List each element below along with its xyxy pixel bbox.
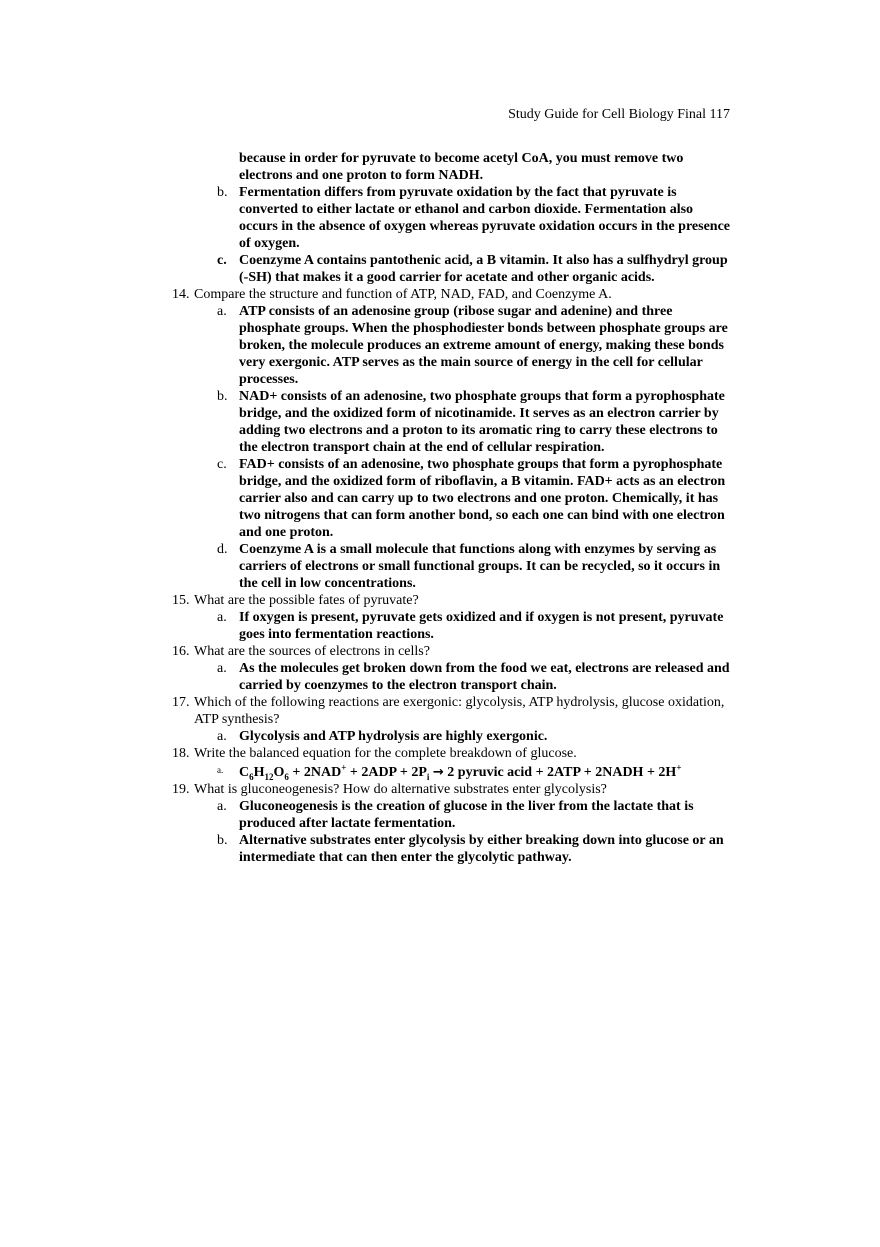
question-text: Which of the following reactions are exergonic: glycolysis, ATP hydrolysis, glucose oxidation, ATP synthesis? xyxy=(194,695,725,727)
answer-letter: c. xyxy=(217,457,227,472)
answer-text: NAD+ consists of an adenosine, two phosphate groups that form a pyrophosphate bridge, and the oxidized form of nicotinamide. It serves as an electron carrier by adding two electrons and a proton to its aromatic ring to carry these electrons to the electron transport chain at the end of cellular respiration. xyxy=(239,389,725,455)
question-number: 15. xyxy=(172,593,190,608)
answer-continuation: because in order for pyruvate to become acetyl CoA, you must remove two electrons and one proton to form NADH. xyxy=(239,151,684,183)
answer-letter: b. xyxy=(217,185,228,200)
question-number: 14. xyxy=(172,287,190,302)
answer-letter: c. xyxy=(217,253,227,268)
page-header: Study Guide for Cell Biology Final 117 xyxy=(508,107,730,122)
glucose-breakdown-equation: $C_6H_{12}O_6 + 2NAD^+ + 2ADP + 2P_i \to 2$ pyruvic acid + 2ATP + 2NADH + 2H+ xyxy=(239,762,682,782)
question-number: 19. xyxy=(172,782,190,797)
answer-text: ATP consists of an adenosine group (ribose sugar and adenine) and three phosphate groups. When the phosphodiester bonds between phosphate groups are broken, the molecule produces an extreme amount of energy, making these bonds very exergonic. ATP serves as the main source of energy in the cell for cellular processes. xyxy=(239,304,728,387)
answer-letter: d. xyxy=(217,542,228,557)
answer-item xyxy=(172,303,732,388)
answer-letter: b. xyxy=(217,389,228,404)
answer-item xyxy=(172,728,732,745)
answer-text: Coenzyme A contains pantothenic acid, a B vitamin. It also has a sulfhydryl group (-SH) that makes it a good carrier for acetate and other organic acids. xyxy=(239,253,728,285)
answer-text: FAD+ consists of an adenosine, two phosphate groups that form a pyrophosphate bridge, and the oxidized form of riboflavin, a B vitamin. FAD+ acts as an electron carrier also and can carry up to two electrons and one proton. Chemically, it has two nitrogens that can form another bond, so each one can bind with one electron and one proton. xyxy=(239,457,726,540)
question-text: What are the possible fates of pyruvate? xyxy=(194,593,419,608)
answer-item xyxy=(172,541,732,592)
answer-letter: b. xyxy=(217,833,228,848)
question-text: What is gluconeogenesis? How do alternative substrates enter glycolysis? xyxy=(194,782,607,797)
question-16 xyxy=(172,643,732,660)
question-18 xyxy=(172,745,732,762)
answer-text: Coenzyme A is a small molecule that functions along with enzymes by serving as carriers of electrons or small functional groups. It can be recycled, so it occurs in the cell in low concentrations. xyxy=(239,542,721,591)
answer-item xyxy=(172,252,732,286)
answer-text: Gluconeogenesis is the creation of glucose in the liver from the lactate that is produced after lactate fermentation. xyxy=(239,799,694,831)
answer-item xyxy=(172,832,732,866)
equation-item xyxy=(172,764,732,781)
question-15 xyxy=(172,592,732,609)
question-text: Write the balanced equation for the complete breakdown of glucose. xyxy=(194,746,577,761)
answer-text: As the molecules get broken down from the food we eat, electrons are released and carried by coenzymes to the electron transport chain. xyxy=(239,661,730,693)
answer-item xyxy=(172,798,732,832)
answer-text: Glycolysis and ATP hydrolysis are highly exergonic. xyxy=(239,729,548,744)
answer-item xyxy=(172,184,732,252)
study-guide-content xyxy=(172,150,732,866)
answer-letter: a. xyxy=(217,610,227,625)
answer-item xyxy=(172,456,732,541)
answer-item xyxy=(172,609,732,643)
question-number: 16. xyxy=(172,644,190,659)
answer-letter: a. xyxy=(217,304,227,319)
answer-item xyxy=(172,660,732,694)
answer-letter: a. xyxy=(217,765,224,775)
question-number: 17. xyxy=(172,695,190,710)
question-number: 18. xyxy=(172,746,190,761)
answer-letter: a. xyxy=(217,661,227,676)
answer-text: Alternative substrates enter glycolysis by either breaking down into glucose or an intermediate that can then enter the glycolytic pathway. xyxy=(239,833,724,865)
question-text: Compare the structure and function of ATP, NAD, FAD, and Coenzyme A. xyxy=(194,287,612,302)
answer-text: If oxygen is present, pyruvate gets oxidized and if oxygen is not present, pyruvate goes into fermentation reactions. xyxy=(239,610,724,642)
question-text: What are the sources of electrons in cells? xyxy=(194,644,430,659)
answer-letter: a. xyxy=(217,799,227,814)
question-17 xyxy=(172,694,732,728)
answer-item xyxy=(172,388,732,456)
question-19 xyxy=(172,781,732,798)
answer-letter: a. xyxy=(217,729,227,744)
question-14 xyxy=(172,286,732,303)
reaction-arrow: → xyxy=(432,765,444,780)
answer-text: Fermentation differs from pyruvate oxidation by the fact that pyruvate is converted to either lactate or ethanol and carbon dioxide. Fermentation also occurs in the absence of oxygen whereas pyruvate oxidation occurs in the presence of oxygen. xyxy=(239,185,730,251)
